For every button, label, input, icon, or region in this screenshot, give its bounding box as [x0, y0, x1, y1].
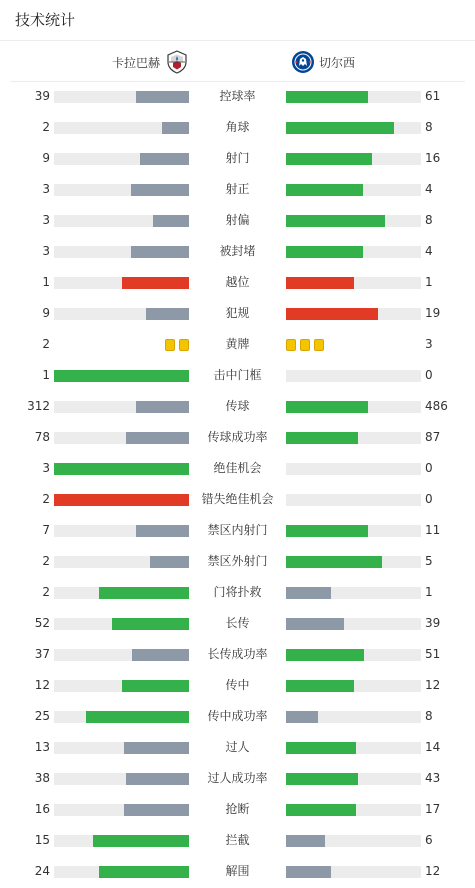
stat-row — [0, 640, 475, 671]
away-stat-bar — [286, 618, 421, 630]
away-stat-value: 3 — [425, 337, 433, 351]
home-stat-bar-fill — [131, 184, 189, 196]
home-stat-value: 2 — [42, 120, 50, 134]
away-stat-bar-fill — [286, 773, 358, 785]
home-stat-bar — [54, 587, 189, 599]
home-stat-value: 24 — [34, 864, 50, 878]
away-stat-bar-fill — [286, 618, 344, 630]
stat-label: 解围 — [225, 864, 250, 878]
stat-label: 传球成功率 — [207, 430, 268, 444]
home-stat-value: 12 — [34, 678, 50, 692]
stat-row — [0, 454, 475, 485]
away-stat-bar — [286, 153, 421, 165]
stat-label: 拦截 — [225, 833, 250, 847]
home-stat-bar — [54, 463, 189, 475]
home-stat-value: 2 — [42, 337, 50, 351]
stat-label: 过人成功率 — [207, 771, 268, 785]
away-stat-value: 1 — [425, 585, 433, 599]
home-stat-bar-fill — [153, 215, 189, 227]
stat-row — [0, 857, 475, 888]
home-stat-value: 37 — [34, 647, 50, 661]
home-stat-bar — [54, 153, 189, 165]
stat-row — [0, 485, 475, 516]
home-stat-bar — [54, 308, 189, 320]
away-stat-bar — [286, 91, 421, 103]
away-stat-bar — [286, 587, 421, 599]
away-stat-value: 8 — [425, 709, 433, 723]
away-stat-bar — [286, 835, 421, 847]
away-stat-value: 17 — [425, 802, 441, 816]
home-stat-bar — [54, 618, 189, 630]
chelsea-crest-icon — [291, 50, 313, 74]
stat-row — [0, 330, 475, 361]
stat-row — [0, 175, 475, 206]
stat-label: 传球 — [225, 399, 250, 413]
away-stat-value: 0 — [425, 368, 433, 382]
home-stat-value: 39 — [34, 89, 50, 103]
home-yellow-cards — [165, 339, 189, 352]
home-stat-bar-fill — [136, 91, 189, 103]
stat-label: 黄牌 — [225, 337, 250, 351]
stat-label: 错失绝佳机会 — [201, 492, 274, 506]
away-stat-value: 4 — [425, 182, 433, 196]
away-stat-bar-fill — [286, 804, 356, 816]
away-stat-value: 8 — [425, 213, 433, 227]
stat-label: 传中 — [225, 678, 250, 692]
stat-label: 击中门框 — [213, 368, 262, 382]
away-stat-bar-fill — [286, 742, 356, 754]
home-stat-bar-fill — [93, 835, 189, 847]
home-stat-bar-fill — [122, 680, 190, 692]
home-stat-value: 312 — [27, 399, 50, 413]
home-stat-bar — [54, 494, 189, 506]
home-stat-bar — [54, 804, 189, 816]
qarabag-crest-icon — [166, 50, 188, 74]
stat-row — [0, 144, 475, 175]
home-stat-value: 1 — [42, 368, 50, 382]
stats-list — [0, 82, 475, 888]
home-stat-bar — [54, 742, 189, 754]
stat-row — [0, 206, 475, 237]
stat-row — [0, 764, 475, 795]
page-title: 技术统计 — [15, 11, 76, 29]
away-stat-bar — [286, 804, 421, 816]
stat-row — [0, 423, 475, 454]
home-stat-bar — [54, 277, 189, 289]
away-stat-value: 0 — [425, 461, 433, 475]
away-stat-value: 87 — [425, 430, 441, 444]
home-stat-value: 2 — [42, 492, 50, 506]
stat-row — [0, 671, 475, 702]
away-stat-bar — [286, 556, 421, 568]
stat-row — [0, 702, 475, 733]
away-stat-bar — [286, 711, 421, 723]
home-stat-bar — [54, 525, 189, 537]
home-stat-bar — [54, 91, 189, 103]
away-stat-bar-fill — [286, 525, 368, 537]
away-stat-value: 4 — [425, 244, 433, 258]
stat-label: 禁区内射门 — [207, 523, 268, 537]
title-divider — [0, 40, 475, 41]
away-stat-bar-fill — [286, 215, 385, 227]
away-stat-bar — [286, 463, 421, 475]
stat-label: 门将扑救 — [213, 585, 262, 599]
stat-row — [0, 237, 475, 268]
home-stat-bar — [54, 835, 189, 847]
stat-row — [0, 361, 475, 392]
away-stat-value: 1 — [425, 275, 433, 289]
away-stat-value: 19 — [425, 306, 441, 320]
away-yellow-cards — [286, 339, 324, 352]
stat-row — [0, 547, 475, 578]
away-stat-bar-fill — [286, 835, 325, 847]
home-stat-value: 9 — [42, 306, 50, 320]
away-stat-bar-fill — [286, 649, 364, 661]
away-stat-bar — [286, 494, 421, 506]
yellow-card-icon — [165, 339, 175, 351]
stat-row — [0, 516, 475, 547]
home-stat-bar-fill — [132, 649, 189, 661]
away-stat-bar-fill — [286, 711, 318, 723]
home-stat-bar-fill — [122, 277, 190, 289]
home-stat-bar-fill — [140, 153, 189, 165]
stat-label: 传中成功率 — [207, 709, 268, 723]
home-stat-bar-fill — [99, 587, 189, 599]
yellow-card-icon — [300, 339, 310, 351]
stat-row — [0, 113, 475, 144]
away-stat-bar-fill — [286, 308, 378, 320]
away-stat-bar-fill — [286, 587, 331, 599]
home-stat-value: 78 — [34, 430, 50, 444]
stat-row — [0, 299, 475, 330]
home-stat-bar — [54, 711, 189, 723]
away-stat-bar-fill — [286, 680, 354, 692]
away-stat-bar — [286, 370, 421, 382]
home-stat-bar-fill — [136, 525, 189, 537]
home-stat-value: 1 — [42, 275, 50, 289]
home-stat-bar — [54, 432, 189, 444]
away-stat-value: 61 — [425, 89, 441, 103]
stat-label: 犯规 — [225, 306, 250, 320]
stat-label: 射正 — [225, 182, 250, 196]
home-stat-bar-fill — [124, 804, 189, 816]
home-stat-bar — [54, 215, 189, 227]
home-stat-bar-fill — [126, 432, 189, 444]
stat-label: 控球率 — [219, 89, 256, 103]
away-stat-bar — [286, 215, 421, 227]
away-stat-bar-fill — [286, 91, 368, 103]
home-stat-bar — [54, 680, 189, 692]
away-stat-bar — [286, 184, 421, 196]
away-stat-bar — [286, 432, 421, 444]
stat-row — [0, 826, 475, 857]
away-stat-bar — [286, 773, 421, 785]
stat-label: 长传 — [225, 616, 250, 630]
stat-row — [0, 795, 475, 826]
stat-row — [0, 733, 475, 764]
away-stat-bar — [286, 246, 421, 258]
home-stat-bar-fill — [86, 711, 189, 723]
home-stat-bar-fill — [112, 618, 189, 630]
home-stat-value: 2 — [42, 585, 50, 599]
home-stat-bar — [54, 370, 189, 382]
away-stat-bar — [286, 742, 421, 754]
away-stat-value: 486 — [425, 399, 448, 413]
stat-label: 过人 — [225, 740, 250, 754]
home-stat-bar — [54, 246, 189, 258]
home-stat-bar-fill — [162, 122, 189, 134]
away-stat-value: 11 — [425, 523, 441, 537]
away-stat-value: 5 — [425, 554, 433, 568]
home-stat-value: 3 — [42, 461, 50, 475]
away-stat-bar-fill — [286, 122, 394, 134]
away-stat-bar — [286, 277, 421, 289]
away-stat-bar-fill — [286, 246, 363, 258]
stat-label: 被封堵 — [219, 244, 256, 258]
home-stat-bar-fill — [99, 866, 189, 878]
home-stat-bar-fill — [146, 308, 189, 320]
stat-label: 射偏 — [225, 213, 250, 227]
home-stat-value: 16 — [34, 802, 50, 816]
home-stat-bar-fill — [131, 246, 189, 258]
away-stat-value: 51 — [425, 647, 441, 661]
home-stat-value: 2 — [42, 554, 50, 568]
away-stat-value: 6 — [425, 833, 433, 847]
away-stat-bar-fill — [286, 556, 382, 568]
away-stat-value: 8 — [425, 120, 433, 134]
home-stat-bar-fill — [54, 494, 189, 506]
away-team-header[interactable] — [291, 48, 355, 76]
stat-label: 禁区外射门 — [207, 554, 268, 568]
home-stat-value: 3 — [42, 244, 50, 258]
home-team-header[interactable] — [112, 48, 188, 76]
home-stat-bar-fill — [54, 370, 189, 382]
stat-label: 绝佳机会 — [213, 461, 262, 475]
home-stat-bar — [54, 122, 189, 134]
stat-row — [0, 578, 475, 609]
home-stat-value: 3 — [42, 182, 50, 196]
stat-row — [0, 392, 475, 423]
yellow-card-icon — [314, 339, 324, 351]
stat-label: 抢断 — [225, 802, 250, 816]
home-stat-bar — [54, 401, 189, 413]
away-stat-bar — [286, 122, 421, 134]
away-stat-bar — [286, 866, 421, 878]
away-stat-bar-fill — [286, 184, 363, 196]
away-stat-value: 39 — [425, 616, 441, 630]
away-stat-bar-fill — [286, 401, 368, 413]
stat-label: 长传成功率 — [207, 647, 268, 661]
away-stat-value: 43 — [425, 771, 441, 785]
home-stat-bar — [54, 184, 189, 196]
home-stat-value: 52 — [34, 616, 50, 630]
away-stat-value: 0 — [425, 492, 433, 506]
yellow-card-icon — [286, 339, 296, 351]
stat-row — [0, 609, 475, 640]
away-stat-bar-fill — [286, 153, 372, 165]
yellow-card-icon — [179, 339, 189, 351]
stat-row — [0, 268, 475, 299]
home-stat-bar-fill — [126, 773, 189, 785]
home-stat-bar — [54, 773, 189, 785]
away-stat-bar-fill — [286, 432, 358, 444]
home-stat-bar-fill — [136, 401, 189, 413]
home-stat-value: 9 — [42, 151, 50, 165]
away-team-name: 切尔西 — [319, 55, 356, 70]
away-stat-bar — [286, 308, 421, 320]
home-team-name: 卡拉巴赫 — [111, 55, 160, 70]
away-stat-bar — [286, 525, 421, 537]
home-stat-bar — [54, 866, 189, 878]
home-stat-bar — [54, 649, 189, 661]
away-stat-bar — [286, 649, 421, 661]
away-stat-value: 16 — [425, 151, 441, 165]
away-stat-bar — [286, 680, 421, 692]
stat-row — [0, 82, 475, 113]
home-stat-value: 13 — [34, 740, 50, 754]
away-stat-value: 12 — [425, 678, 441, 692]
home-stat-value: 7 — [42, 523, 50, 537]
away-stat-bar-fill — [286, 277, 354, 289]
away-stat-value: 14 — [425, 740, 441, 754]
home-stat-value: 25 — [34, 709, 50, 723]
home-stat-bar-fill — [150, 556, 189, 568]
stat-label: 角球 — [225, 120, 250, 134]
stat-label: 射门 — [225, 151, 250, 165]
home-stat-value: 15 — [34, 833, 50, 847]
home-stat-bar — [54, 556, 189, 568]
away-stat-bar — [286, 401, 421, 413]
home-stat-bar-fill — [124, 742, 189, 754]
home-stat-value: 3 — [42, 213, 50, 227]
home-stat-bar-fill — [54, 463, 189, 475]
stat-label: 越位 — [225, 275, 250, 289]
away-stat-bar-fill — [286, 866, 331, 878]
home-stat-value: 38 — [34, 771, 50, 785]
away-stat-value: 12 — [425, 864, 441, 878]
